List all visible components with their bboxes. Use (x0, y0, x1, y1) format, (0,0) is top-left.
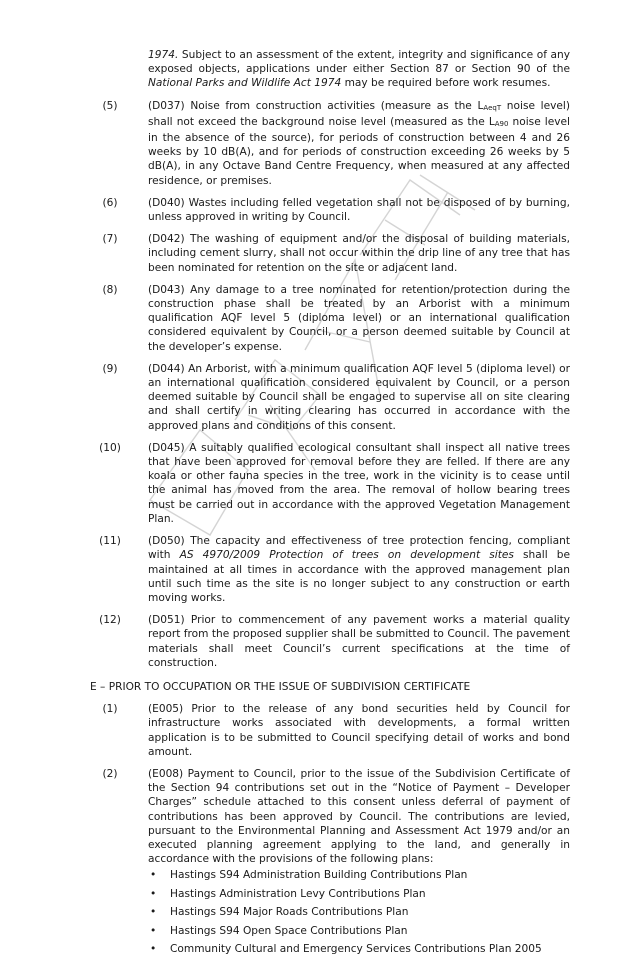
item-number: (6) (102, 196, 118, 209)
list-item (148, 924, 570, 938)
item-number: (11) (99, 535, 121, 548)
bullet-icon: • (150, 906, 157, 919)
condition-text: (D040) Wastes including felled vegetation shall not be disposed of by burning, unless approved in writing by Council. (148, 196, 570, 224)
condition-text-a: (D037) Noise from construction activities (measure as the L (148, 99, 484, 112)
list-item (148, 905, 570, 919)
item-number: (1) (102, 703, 118, 716)
condition-text-b: noise level) shall not exceed the background noise level (measured as the L (148, 99, 570, 128)
plan-name: Hastings S94 Administration Building Contributions Plan (170, 869, 468, 882)
plan-name: Hastings Administration Levy Contributions Plan (170, 887, 426, 900)
plan-name: Hastings S94 Major Roads Contributions Plan (170, 906, 409, 919)
bullet-icon: • (150, 942, 157, 955)
condition-d050 (99, 534, 570, 605)
contributions-plan-list (148, 868, 570, 956)
item-number: (2) (102, 767, 118, 780)
plan-name: Community Cultural and Emergency Services Contributions Plan 2005 (170, 942, 542, 955)
condition-d043 (102, 283, 570, 354)
act-name: National Parks and Wildlife Act 1974 (148, 77, 342, 90)
intro-text-a: Subject to an assessment of the extent, integrity and significance of any exposed objects, applications under either Section 87 or Section 90 of the (148, 49, 570, 76)
act-year: 1974. (148, 49, 179, 61)
bullet-icon: • (150, 924, 157, 937)
document-body (90, 48, 570, 960)
intro-text-b: may be required before work resumes. (341, 77, 551, 90)
intro-paragraph (148, 48, 570, 91)
noise-subscript-aeqt: AeqT (483, 103, 502, 112)
condition-d044 (102, 362, 570, 433)
condition-text: (D042) The washing of equipment and/or the disposal of building materials, including cement slurry, shall not occur within the drip line of any tree that has been nominated for retention on the site or adjacent land. (148, 233, 570, 274)
condition-text-b: shall be maintained at all times in accordance with the approved management plan until such time as the site is no longer subject to any construction or earth moving works. (148, 549, 570, 604)
plan-name: Hastings S94 Open Space Contributions Plan (170, 924, 408, 937)
condition-d045 (99, 441, 570, 526)
condition-text: (D044) An Arborist, with a minimum qualification AQF level 5 (diploma level) or an international qualification considered equivalent by Council, or a person deemed suitable by Council shall be engaged to supervise all on site clearing and shall certify in writing clearing has occurred in accordance with the approved plans and conditions of this consent. (148, 362, 570, 432)
bullet-icon: • (150, 887, 157, 900)
item-number: (12) (99, 614, 121, 627)
condition-text: (E008) Payment to Council, prior to the issue of the Subdivision Certificate of the Section 94 contributions set out in the “Notice of Payment – Developer Charges” schedule attached to this consent unless deferral of payment of contributions has been approved by Council. The contributions are levied, pursuant to the Environmental Planning and Assessment Act 1979 and/or an executed planning agreement applying to the land, and generally in accordance with the provisions of the following plans: (148, 767, 570, 866)
section-e-heading: E – PRIOR TO OCCUPATION OR THE ISSUE OF SUBDIVISION CERTIFICATE (90, 680, 471, 693)
condition-e005 (102, 702, 570, 759)
condition-text: (D045) A suitably qualified ecological consultant shall inspect all native trees that have been approved for removal before they are felled. If there are any koala or other fauna species in the tree, work in the vicinity is to cease until the animal has moved from the area. The removal of hollow bearing trees must be carried out in accordance with the approved Vegetation Management Plan. (148, 441, 570, 525)
condition-d040 (102, 196, 570, 224)
condition-d051 (99, 613, 570, 670)
item-number: (9) (102, 362, 118, 375)
noise-subscript-a90: A90 (494, 119, 509, 128)
list-item (148, 887, 570, 901)
condition-d037 (102, 99, 571, 188)
bullet-icon: • (150, 869, 157, 882)
item-number: (8) (102, 283, 118, 296)
item-number: (5) (102, 99, 118, 112)
standard-reference: AS 4970/2009 Protection of trees on development sites (179, 549, 514, 562)
condition-text: (E005) Prior to the release of any bond securities held by Council for infrastructure works associated with developments, a formal written application is to be submitted to Council specifying detail of works and bond amount. (148, 703, 570, 758)
condition-e008 (102, 767, 570, 956)
condition-text: (D051) Prior to commencement of any pavement works a material quality report from the proposed supplier shall be submitted to Council. The pavement materials shall meet Council’s current specifications at the time of construction. (148, 614, 570, 669)
condition-text: (D043) Any damage to a tree nominated for retention/protection during the construction phase shall be treated by an Arborist with a minimum qualification AQF level 5 (diploma level) or an international qualification considered equivalent by Council, or a person deemed suitable by Council at the developer’s expense. (148, 283, 570, 353)
condition-d042 (102, 232, 570, 275)
list-item (148, 942, 570, 956)
list-item (148, 868, 570, 882)
item-number: (10) (99, 441, 121, 454)
item-number: (7) (102, 233, 118, 246)
condition-text-c: noise level in the absence of the source), for periods of construction between 4 and 26 weeks by 10 dB(A), and for periods of construction exceeding 26 weeks by 5 dB(A), in any Octave Band Centre Frequency, when measured at any affected residence, or premises. (148, 115, 571, 187)
condition-text-a: (D050) The capacity and effectiveness of tree protection fencing, compliant with (148, 535, 570, 562)
